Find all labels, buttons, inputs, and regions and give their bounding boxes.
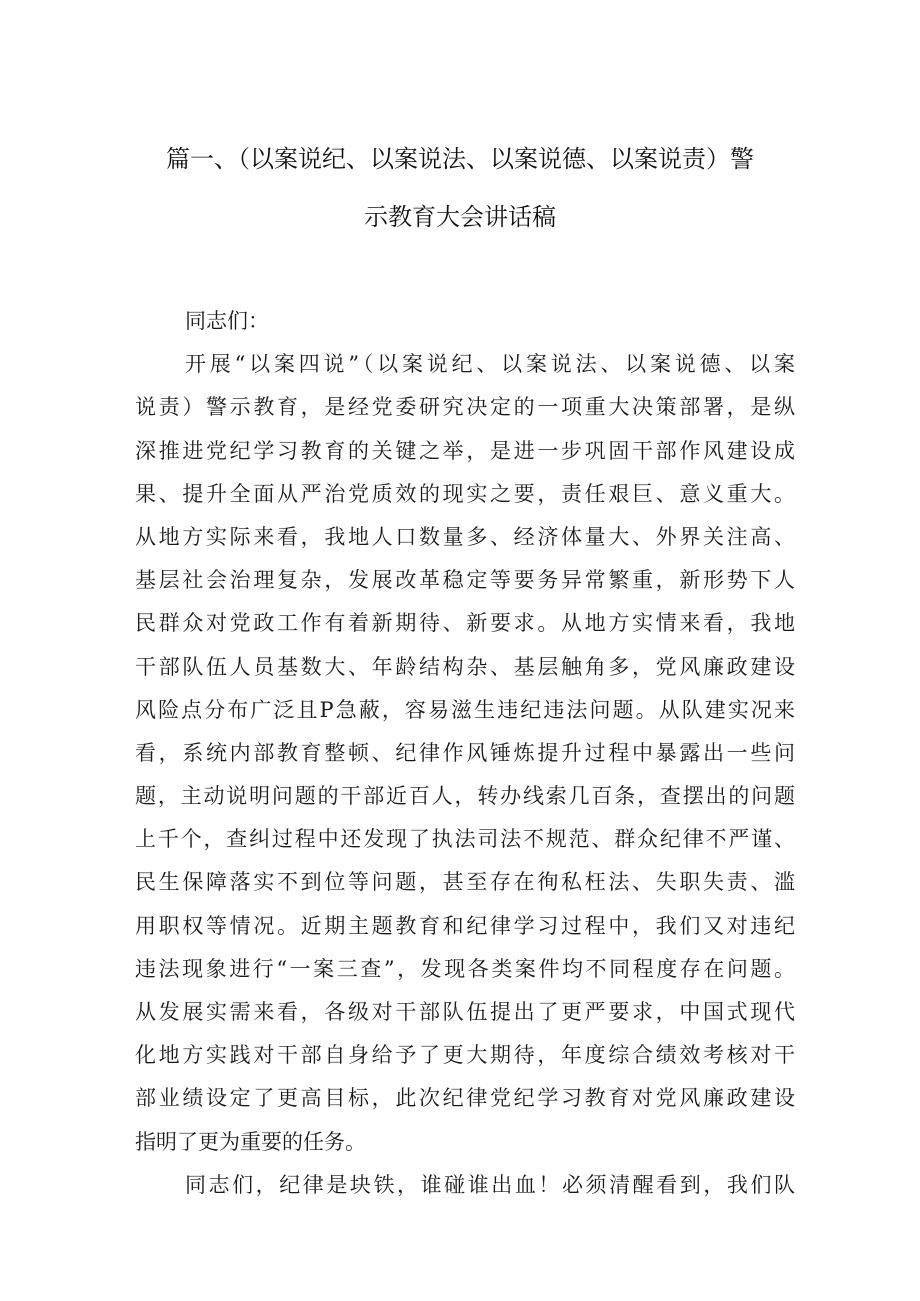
paragraph-line: 民生保障落实不到位等问题，甚至存在徇私枉法、失职失责、滥 [135,870,795,895]
paragraph-line: 深推进党纪学习教育的关键之举，是进一步巩固干部作风建设成 [135,438,795,463]
paragraph-line: 用职权等情况。近期主题教育和纪律学习过程中，我们又对违纪 [135,913,795,938]
paragraph-line: 基层社会治理复杂，发展改革稳定等要务异常繁重，新形势下人 [135,568,795,593]
paragraph-line: 看，系统内部教育整顿、纪律作风锤炼提升过程中暴露出一些问 [135,740,795,765]
paragraph-line: 民群众对党政工作有着新期待、新要求。从地方实情来看，我地 [135,611,795,636]
paragraph-line: 从发展实需来看，各级对干部队伍提出了更严要求，中国式现代 [135,1000,795,1024]
paragraph-line: 违法现象进行“一案三查”，发现各类案件均不同程度存在问题。 [135,956,795,981]
paragraph-line: 上千个，查纠过程中还发现了执法司法不规范、群众纪律不严谨、 [135,827,795,852]
document-body [135,300,795,1207]
paragraph-line: 果、提升全面从严治党质效的现实之要，责任艰巨、意义重大。 [135,481,795,506]
salutation: 同志们： [185,309,269,333]
paragraph-line: 化地方实践对干部自身给予了更大期待，年度综合绩效考核对干 [135,1043,795,1068]
paragraph-line: 开展“以案四说”（以案说纪、以案说法、以案说德、以案 [185,352,795,377]
paragraph-line: 部业绩设定了更高目标，此次纪律党纪学习教育对党风廉政建设 [135,1086,795,1111]
paragraph-line: 说责）警示教育，是经党委研究决定的一项重大决策部署，是纵 [135,395,795,420]
document-title-line-1: 篇一、（以案说纪、以案说法、以案说德、以案说责）警 [166,145,754,173]
paragraph-line: 从地方实际来看，我地人口数量多、经济体量大、外界关注高、 [135,524,795,549]
paragraph-line: 风险点分布广泛且P急蔽，容易滋生违纪违法问题。从队建实况来 [135,697,795,722]
paragraph-line: 干部队伍人员基数大、年龄结构杂、基层触角多，党风廉政建设 [135,654,795,679]
paragraph-line: 同志们，纪律是块铁，谁碰谁出血！必须清醒看到，我们队 [185,1172,795,1197]
paragraph-line: 指明了更为重要的任务。 [135,1129,366,1154]
document-title-line-2: 示教育大会讲话稿 [364,203,556,231]
paragraph-line: 题，主动说明问题的干部近百人，转办线索几百条，查摆出的问题 [135,784,795,809]
